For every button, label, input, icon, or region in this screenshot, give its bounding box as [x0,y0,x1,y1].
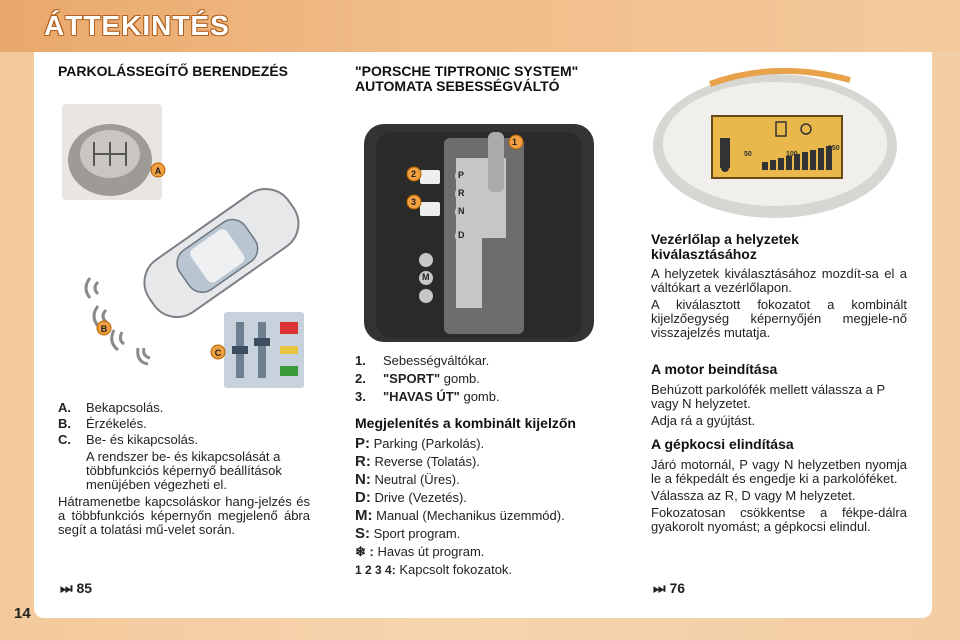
gear-item [355,561,595,579]
parking-paragraph: Hátramenetbe kapcsoláskor hang-jelzés és a többfunkciós képernyőn megjelenő ábra segít a tolatási mű-velet során. [58,494,310,537]
list-text: Sebességváltókar. [383,353,490,368]
list-key: 2. [355,371,366,386]
legend-key: C. [58,432,71,447]
page-reference-85 [60,580,92,597]
callout-2: 2 [411,169,417,179]
snowflake-icon: ❄ : [355,544,374,559]
instrument-display-illustration [650,64,900,224]
scale-label-150: 150 [828,145,840,152]
gear-key: R: [355,453,371,470]
list-strong: "SPORT" [383,371,441,386]
gear-item [355,471,595,489]
reference-number: 76 [669,580,686,596]
gate-label-r: R [458,188,465,198]
gear-key: P: [355,435,370,452]
list-text: gomb. [459,389,500,404]
gear-item [355,507,595,525]
gear-text: Havas út program. [373,544,485,559]
legend-item [58,416,310,431]
gearbox-heading [355,64,585,94]
scale-label-50: 50 [744,151,752,158]
gear-text: Sport program. [370,526,461,541]
reference-number: 85 [76,580,93,596]
parking-heading-text: PARKOLÁSSEGÍTŐ BERENDEZÉS [58,63,288,79]
display-section [355,416,595,579]
callout-1: 1 [512,137,518,147]
gate-label-m: M [422,272,430,282]
callout-a: A [154,166,162,176]
gear-item [355,543,595,561]
legend-item [58,432,310,447]
parking-legend [58,400,310,537]
legend-text: Érzékelés. [86,416,147,431]
callout-b: B [100,324,108,334]
gear-key: 1 2 3 4: [355,563,396,577]
selector-section [651,232,907,340]
gate-label-p: P [458,170,465,180]
drive-off-paragraph-1: Járó motornál, P vagy N helyzetben nyomja le a fékpedált és engedje ki a parkolóféket. [651,457,907,486]
double-arrow-icon: ⏭ [653,580,666,596]
callout-c: C [214,348,222,358]
gate-label-d: D [458,230,465,240]
gear-item [355,435,595,453]
engine-start-paragraph-1: Behúzott parkolófék mellett válassza a P vagy N helyzetet. [651,382,885,411]
selector-heading: Vezérlőlap a helyzetek kiválasztásához [651,231,799,262]
gear-key: S: [355,525,370,542]
tiptronic-illustration [356,118,602,346]
page-number: 14 [14,605,31,622]
gear-key: N: [355,471,371,488]
legend-text: Be- és kikapcsolás. [86,432,198,447]
legend-text: Bekapcsolás. [86,400,164,415]
drive-off-paragraph-3: Fokozatosan csökkentse a fékpe-dálra gyakorolt nyomást; a gépkocsi elindul. [651,505,907,534]
list-strong: "HAVAS ÚT" [383,389,460,404]
display-heading: Megjelenítés a kombinált kijelzőn [355,415,576,431]
drive-off-heading: A gépkocsi elindítása [651,436,794,452]
parking-sensor-illustration [58,100,308,392]
selector-paragraph-1: A helyzetek kiválasztásához mozdít-sa el a váltókart a vezérlőlapon. [651,266,907,295]
double-arrow-icon: ⏭ [60,580,73,596]
legend-note: A rendszer be- és kikapcsolását a többfunkciós képernyő beállítások menüjében végezheti el. [86,449,282,492]
drive-off-section [651,437,907,534]
gear-text: Kapcsolt fokozatok. [395,562,513,577]
gear-item [355,453,595,471]
scale-label-100: 100 [786,151,798,158]
gear-key: D: [355,489,371,506]
gearbox-legend-item [355,352,595,370]
engine-start-heading: A motor beindítása [651,361,778,377]
drive-off-paragraph-2: Válassza az R, D vagy M helyzetet. [651,488,856,503]
gearbox-heading-text: "PORSCHE TIPTRONIC SYSTEM" AUTOMATA SEBESSÉGVÁLTÓ [355,63,579,94]
legend-key: B. [58,416,71,431]
gear-list [355,435,595,579]
list-key: 1. [355,353,366,368]
gear-key: M: [355,507,373,524]
gear-text: Drive (Vezetés). [370,490,467,505]
legend-key: A. [58,400,71,415]
page-reference-76 [653,580,685,597]
gear-text: Neutral (Üres). [370,472,460,487]
gearbox-legend-item [355,388,595,406]
gear-text: Reverse (Tolatás). [370,454,480,469]
gear-text: Manual (Mechanikus üzemmód). [372,508,565,523]
gearbox-legend [355,352,595,406]
parking-heading [58,64,318,79]
gear-item [355,489,595,507]
legend-item [58,400,310,415]
gear-item [355,525,595,543]
engine-start-section [651,362,907,428]
gate-label-n: N [458,206,465,216]
list-key: 3. [355,389,366,404]
list-text: gomb. [440,371,480,386]
page-title: ÁTTEKINTÉS [44,10,230,41]
selector-paragraph-2: A kiválasztott fokozatot a kombinált kijelzőegység képernyőjén megjele-nő visszajelzés mutatja. [651,297,907,340]
gear-text: Parking (Parkolás). [370,436,485,451]
gearbox-legend-item [355,370,595,388]
engine-start-paragraph-2: Adja rá a gyújtást. [651,413,756,428]
callout-3: 3 [411,197,417,207]
